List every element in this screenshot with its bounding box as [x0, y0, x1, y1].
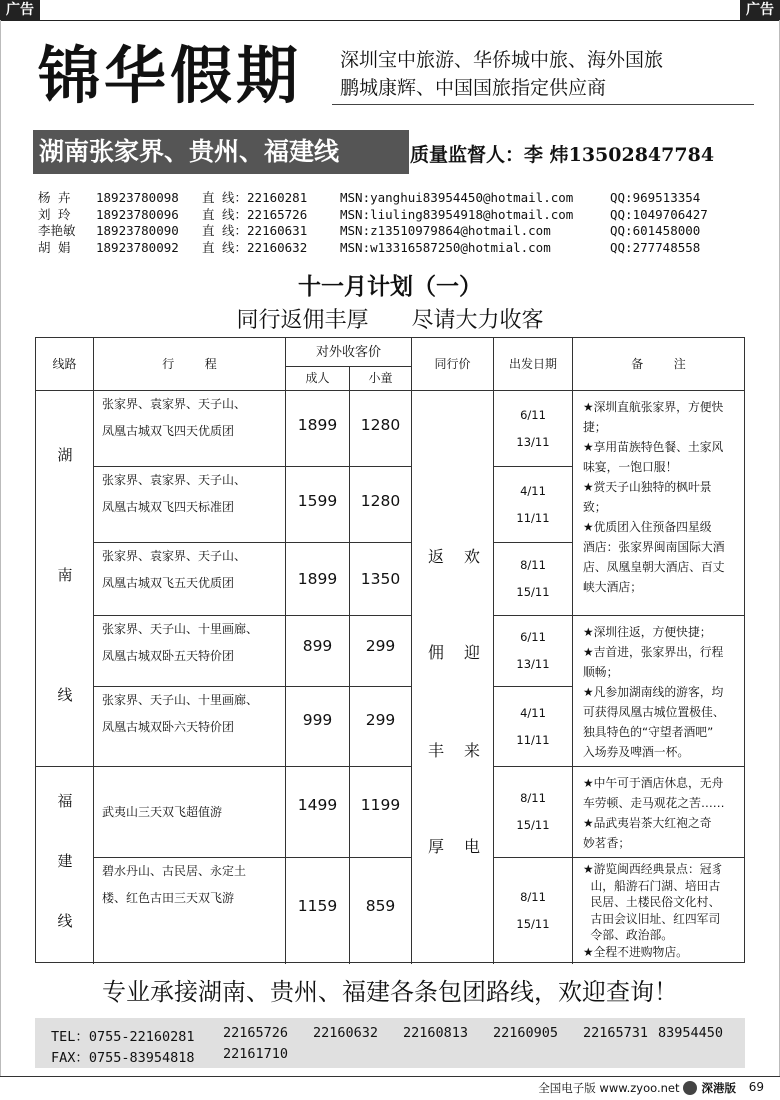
- departure-dates: [494, 616, 572, 686]
- itinerary-line: 凤凰古城双飞四天标准团: [102, 500, 235, 514]
- departure-dates: [494, 391, 572, 466]
- header-notes: 备 注: [631, 356, 686, 371]
- child-price: 299: [365, 636, 396, 655]
- adult-price: 1499: [297, 795, 338, 814]
- contact-mobile: 18923780096: [96, 206, 179, 222]
- region-hunan-char: 南: [57, 566, 73, 584]
- note-line: ★中午可于酒店休息，无舟: [583, 776, 724, 790]
- plan-slogan: [0, 303, 780, 334]
- notes-block: [573, 767, 744, 857]
- note-line: ★赏天子山独特的枫叶景: [583, 480, 712, 494]
- rebate-char: 迎: [464, 643, 481, 662]
- row-itinerary: [94, 687, 285, 766]
- departure-date: 4/11: [520, 483, 546, 498]
- contact-mobile: 18923780098: [96, 190, 179, 205]
- supplier-info: [340, 46, 760, 102]
- departure-dates: [494, 543, 572, 615]
- region-fujian-char: 福: [57, 792, 73, 810]
- tel-number: 22165731: [583, 1025, 649, 1041]
- note-line: 令部、政治部。: [583, 928, 674, 942]
- note-line: ★享用苗族特色餐、土家风: [583, 440, 724, 454]
- row-itinerary: [94, 391, 285, 466]
- itinerary-line: 张家界、天子山、十里画廊、: [102, 622, 259, 636]
- note-line: ★游览闽西经典景点：冠豸: [583, 862, 724, 876]
- page-number: 69: [748, 1080, 764, 1094]
- slogan-part: 同行返佣丰厚: [236, 308, 369, 333]
- adult-price: 1599: [297, 491, 338, 510]
- supplier-line: 深圳宝中旅游、华侨城中旅、海外国旅: [340, 49, 664, 71]
- note-line: 独具特色的“守望者酒吧”: [583, 725, 714, 739]
- supplier-line: 鹏城康辉、中国国旅指定供应商: [340, 77, 607, 99]
- header-adult: 成人: [305, 371, 330, 385]
- itinerary-line: 楼、红色古田三天双飞游: [102, 891, 235, 905]
- note-line: 入场券及啤酒一杯。: [583, 745, 690, 759]
- contact-direct-line: 直 线：22160631: [202, 223, 308, 238]
- region-fujian-char: 线: [57, 912, 73, 930]
- phone-box: [35, 1018, 745, 1068]
- notes-block: [573, 391, 744, 615]
- departure-date: 6/11: [520, 630, 546, 644]
- note-line: 捷；: [583, 420, 607, 434]
- row-itinerary: [94, 858, 285, 964]
- region-fujian-char: 建: [57, 852, 73, 870]
- departure-date: 15/11: [516, 818, 550, 832]
- route-banner: 湖南张家界、贵州、福建线: [33, 130, 409, 174]
- departure-dates: [494, 767, 572, 857]
- header-departure: 出发日期: [508, 356, 557, 371]
- footer: [538, 1080, 736, 1096]
- row-itinerary: [94, 767, 285, 857]
- region-hunan-char: 湖: [57, 446, 73, 464]
- ad-label-left: 广告: [0, 0, 40, 20]
- note-line: 致；: [583, 500, 607, 514]
- row-itinerary: [94, 467, 285, 542]
- departure-date: 8/11: [520, 791, 546, 805]
- row-itinerary: [94, 543, 285, 615]
- tel-number: 22160632: [313, 1025, 379, 1041]
- header-itinerary: 行 程: [162, 356, 217, 371]
- rebate-char: 佣: [428, 643, 445, 662]
- adult-price: 1899: [297, 415, 338, 434]
- note-line: ★优质团入住预备四星级: [583, 520, 712, 534]
- tel-number: 22165726: [223, 1025, 289, 1041]
- contact-name: 杨 卉: [38, 190, 71, 205]
- departure-dates: [494, 687, 572, 766]
- departure-date: 8/11: [520, 558, 546, 572]
- itinerary-line: 张家界、天子山、十里画廊、: [102, 693, 259, 707]
- fax-number: 22161710: [223, 1046, 289, 1062]
- note-line: ★深圳直航张家界，方便快: [583, 400, 724, 414]
- departure-dates: [494, 858, 572, 964]
- child-price: 1350: [360, 569, 401, 588]
- contact-qq: QQ:969513354: [610, 190, 701, 205]
- departure-date: 6/11: [520, 407, 546, 422]
- supplier-divider: [332, 104, 754, 105]
- departure-date: 4/11: [520, 705, 546, 720]
- note-line: 古田会议旧址、红四军司: [583, 911, 721, 926]
- header-public-price: 对外收客价: [315, 344, 381, 360]
- note-line: ★全程不进购物店。: [583, 944, 688, 959]
- itinerary-line: 凤凰古城双飞五天优质团: [102, 576, 235, 590]
- note-line: ★品武夷岩茶大红袍之奇: [583, 816, 712, 830]
- contact-direct-line: 直 线：22160632: [202, 239, 308, 255]
- footer-edition: 深港版: [701, 1081, 736, 1095]
- tel-number: 22160905: [493, 1025, 559, 1041]
- footer-text: 全国电子版 www.zyoo.net: [538, 1081, 680, 1095]
- departure-date: 11/11: [516, 510, 550, 525]
- contact-mobile: 18923780090: [96, 223, 179, 238]
- note-line: 店、凤凰皇朝大酒店、百丈: [583, 560, 725, 574]
- plan-title: 十一月计划（一）: [298, 273, 482, 300]
- rebate-char: 来: [464, 741, 481, 760]
- departure-date: 11/11: [516, 732, 550, 747]
- itinerary-line: 张家界、袁家界、天子山、: [102, 549, 247, 563]
- child-price: 859: [365, 896, 396, 915]
- rebate-char: 返: [428, 547, 445, 566]
- ad-label-right: 广告: [740, 0, 780, 20]
- itinerary-line: 张家界、袁家界、天子山、: [102, 397, 247, 411]
- contact-msn: MSN:liuling83954918@hotmail.com: [340, 206, 574, 222]
- itinerary-line: 武夷山三天双飞超值游: [102, 804, 223, 819]
- left-border: [0, 20, 1, 1076]
- footer-rule: [0, 1076, 780, 1077]
- top-rule: [0, 20, 780, 21]
- rebate-char: 欢: [464, 547, 481, 566]
- child-price: 1199: [360, 795, 401, 814]
- tel-number: 22160813: [403, 1025, 469, 1041]
- note-line: 车劳顿、走马观花之苦……: [583, 796, 725, 810]
- contact-direct-line: 直 线：22160281: [202, 190, 308, 205]
- header-peer-price: 同行价: [434, 356, 471, 371]
- note-line: ★凡参加湖南线的游客，均: [583, 685, 724, 699]
- contact-msn: MSN:w13316587250@hotmial.com: [340, 239, 551, 255]
- contact-msn: MSN:z13510979864@hotmail.com: [340, 223, 551, 238]
- note-line: ★深圳往返，方便快捷；: [583, 625, 712, 639]
- contact-qq: QQ:277748558: [610, 239, 701, 255]
- contact-name: 李艳敏: [38, 223, 76, 238]
- bottom-slogan: 专业承接湖南、贵州、福建各条包团路线，欢迎查询！: [102, 978, 678, 1006]
- contact-name: 胡 娟: [38, 239, 71, 255]
- tel-number: 83954450: [658, 1025, 724, 1041]
- grid-line: [411, 338, 412, 964]
- note-line: 酒店：张家界闽南国际大酒: [583, 540, 725, 554]
- departure-dates: [494, 467, 572, 542]
- child-price: 1280: [360, 491, 401, 510]
- contact-qq: QQ:601458000: [610, 223, 701, 238]
- adult-price: 1159: [297, 896, 338, 915]
- contact-name: 刘 玲: [38, 206, 71, 222]
- adult-price: 1899: [297, 569, 338, 588]
- row-itinerary: [94, 616, 285, 686]
- contact-msn: MSN:yanghui83954450@hotmail.com: [340, 190, 574, 205]
- note-line: 山，船游石门湖、培田古: [583, 878, 721, 893]
- tour-table: [35, 337, 745, 963]
- departure-date: 8/11: [520, 890, 546, 904]
- rebate-char: 厚: [428, 837, 445, 856]
- departure-date: 15/11: [516, 917, 550, 931]
- region-hunan-char: 线: [57, 686, 73, 704]
- note-line: 峡大酒店；: [583, 580, 642, 594]
- adult-price: 999: [302, 710, 333, 729]
- adult-price: 899: [302, 636, 333, 655]
- contact-qq: QQ:1049706427: [610, 206, 708, 222]
- rebate-char: 电: [464, 837, 481, 856]
- note-line: 味宴，一饱口服！: [583, 460, 678, 474]
- itinerary-line: 凤凰古城双卧六天特价团: [102, 720, 235, 734]
- itinerary-line: 凤凰古城双卧五天特价团: [102, 649, 235, 663]
- contact-mobile: 18923780092: [96, 239, 179, 255]
- departure-date: 13/11: [516, 657, 550, 671]
- departure-date: 15/11: [516, 585, 550, 599]
- fax-label: FAX：0755-83954818: [51, 1050, 195, 1066]
- note-line: 可获得凤凰古城位置极佳、: [583, 705, 725, 719]
- slogan-part: 尽请大力收客: [411, 308, 544, 333]
- rebate-char: 丰: [428, 741, 445, 760]
- note-line: 民居、土楼民俗文化村、: [583, 895, 721, 909]
- notes-block: [573, 616, 744, 766]
- contact-direct-line: 直 线：22165726: [202, 206, 308, 222]
- header-child: 小童: [368, 371, 393, 385]
- note-line: ★吉首进，张家界出，行程: [583, 645, 724, 659]
- note-line: 顺畅；: [583, 665, 619, 679]
- itinerary-line: 碧水丹山、古民居、永定土: [102, 864, 247, 878]
- itinerary-line: 凤凰古城双飞四天优质团: [102, 424, 235, 438]
- notes-block: [573, 858, 744, 964]
- quality-supervisor: 质量监督人：李 炜13502847784: [410, 144, 715, 166]
- note-line: 妙茗香；: [583, 836, 631, 850]
- header-route: 线路: [52, 356, 77, 371]
- departure-date: 13/11: [516, 434, 550, 449]
- zyoo-logo-icon: [683, 1081, 697, 1095]
- tel-label: TEL：0755-22160281: [51, 1029, 195, 1045]
- child-price: 299: [365, 710, 396, 729]
- brand-title: 锦华假期: [38, 39, 303, 112]
- child-price: 1280: [360, 415, 401, 434]
- itinerary-line: 张家界、袁家界、天子山、: [102, 473, 247, 487]
